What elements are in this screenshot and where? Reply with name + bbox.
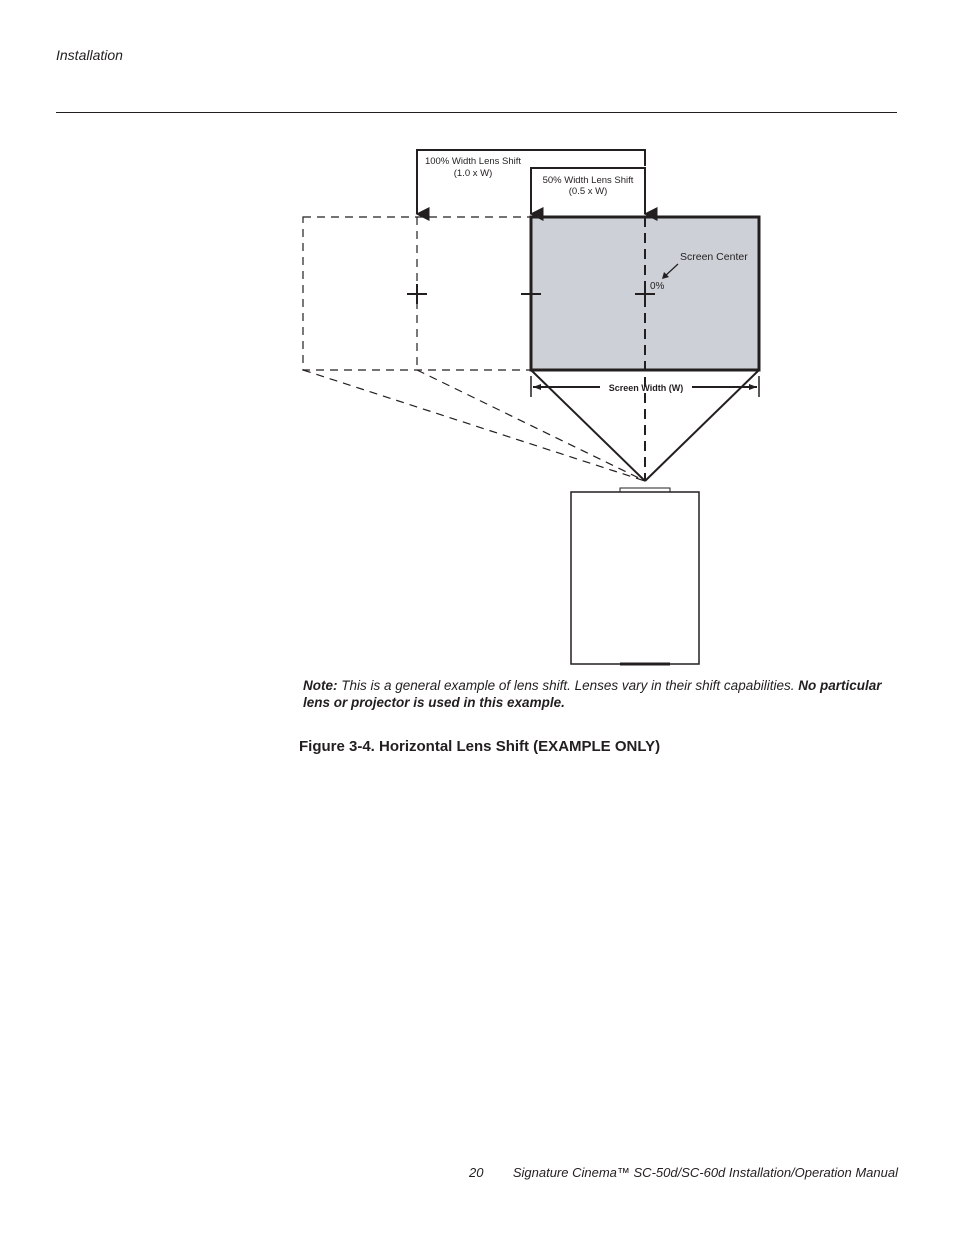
shift-50-label-line2: (0.5 x W): [568, 186, 608, 197]
screen-width-arrow-left: [533, 384, 541, 390]
zero-percent-label: 0%: [650, 281, 665, 292]
note-body: This is a general example of lens shift. Lenses vary in their shift capabilities.: [337, 678, 799, 693]
screen-width-label: Screen Width (W): [608, 383, 684, 393]
shift-100-label-line1: 100% Width Lens Shift: [424, 156, 522, 167]
page-number: 20: [469, 1165, 484, 1180]
shift-50-label-line1: 50% Width Lens Shift: [542, 175, 634, 186]
screen-center-label: Screen Center: [680, 251, 748, 263]
figure-caption: Figure 3-4. Horizontal Lens Shift (EXAMPLE ONLY): [299, 738, 661, 755]
shift-100-label-line2: (1.0 x W): [453, 168, 493, 179]
note-prefix: Note:: [303, 678, 338, 693]
projector-body: [571, 492, 699, 664]
figure-note: [303, 677, 903, 711]
screen-width-arrow-right: [749, 384, 757, 390]
running-header: Installation: [56, 47, 123, 63]
crosshair-100: [407, 284, 427, 304]
manual-title: Signature Cinema™ SC-50d/SC-60d Installation/Operation Manual: [512, 1165, 898, 1180]
note-emphasis: No particular lens or projector is used in this example.: [303, 678, 882, 710]
